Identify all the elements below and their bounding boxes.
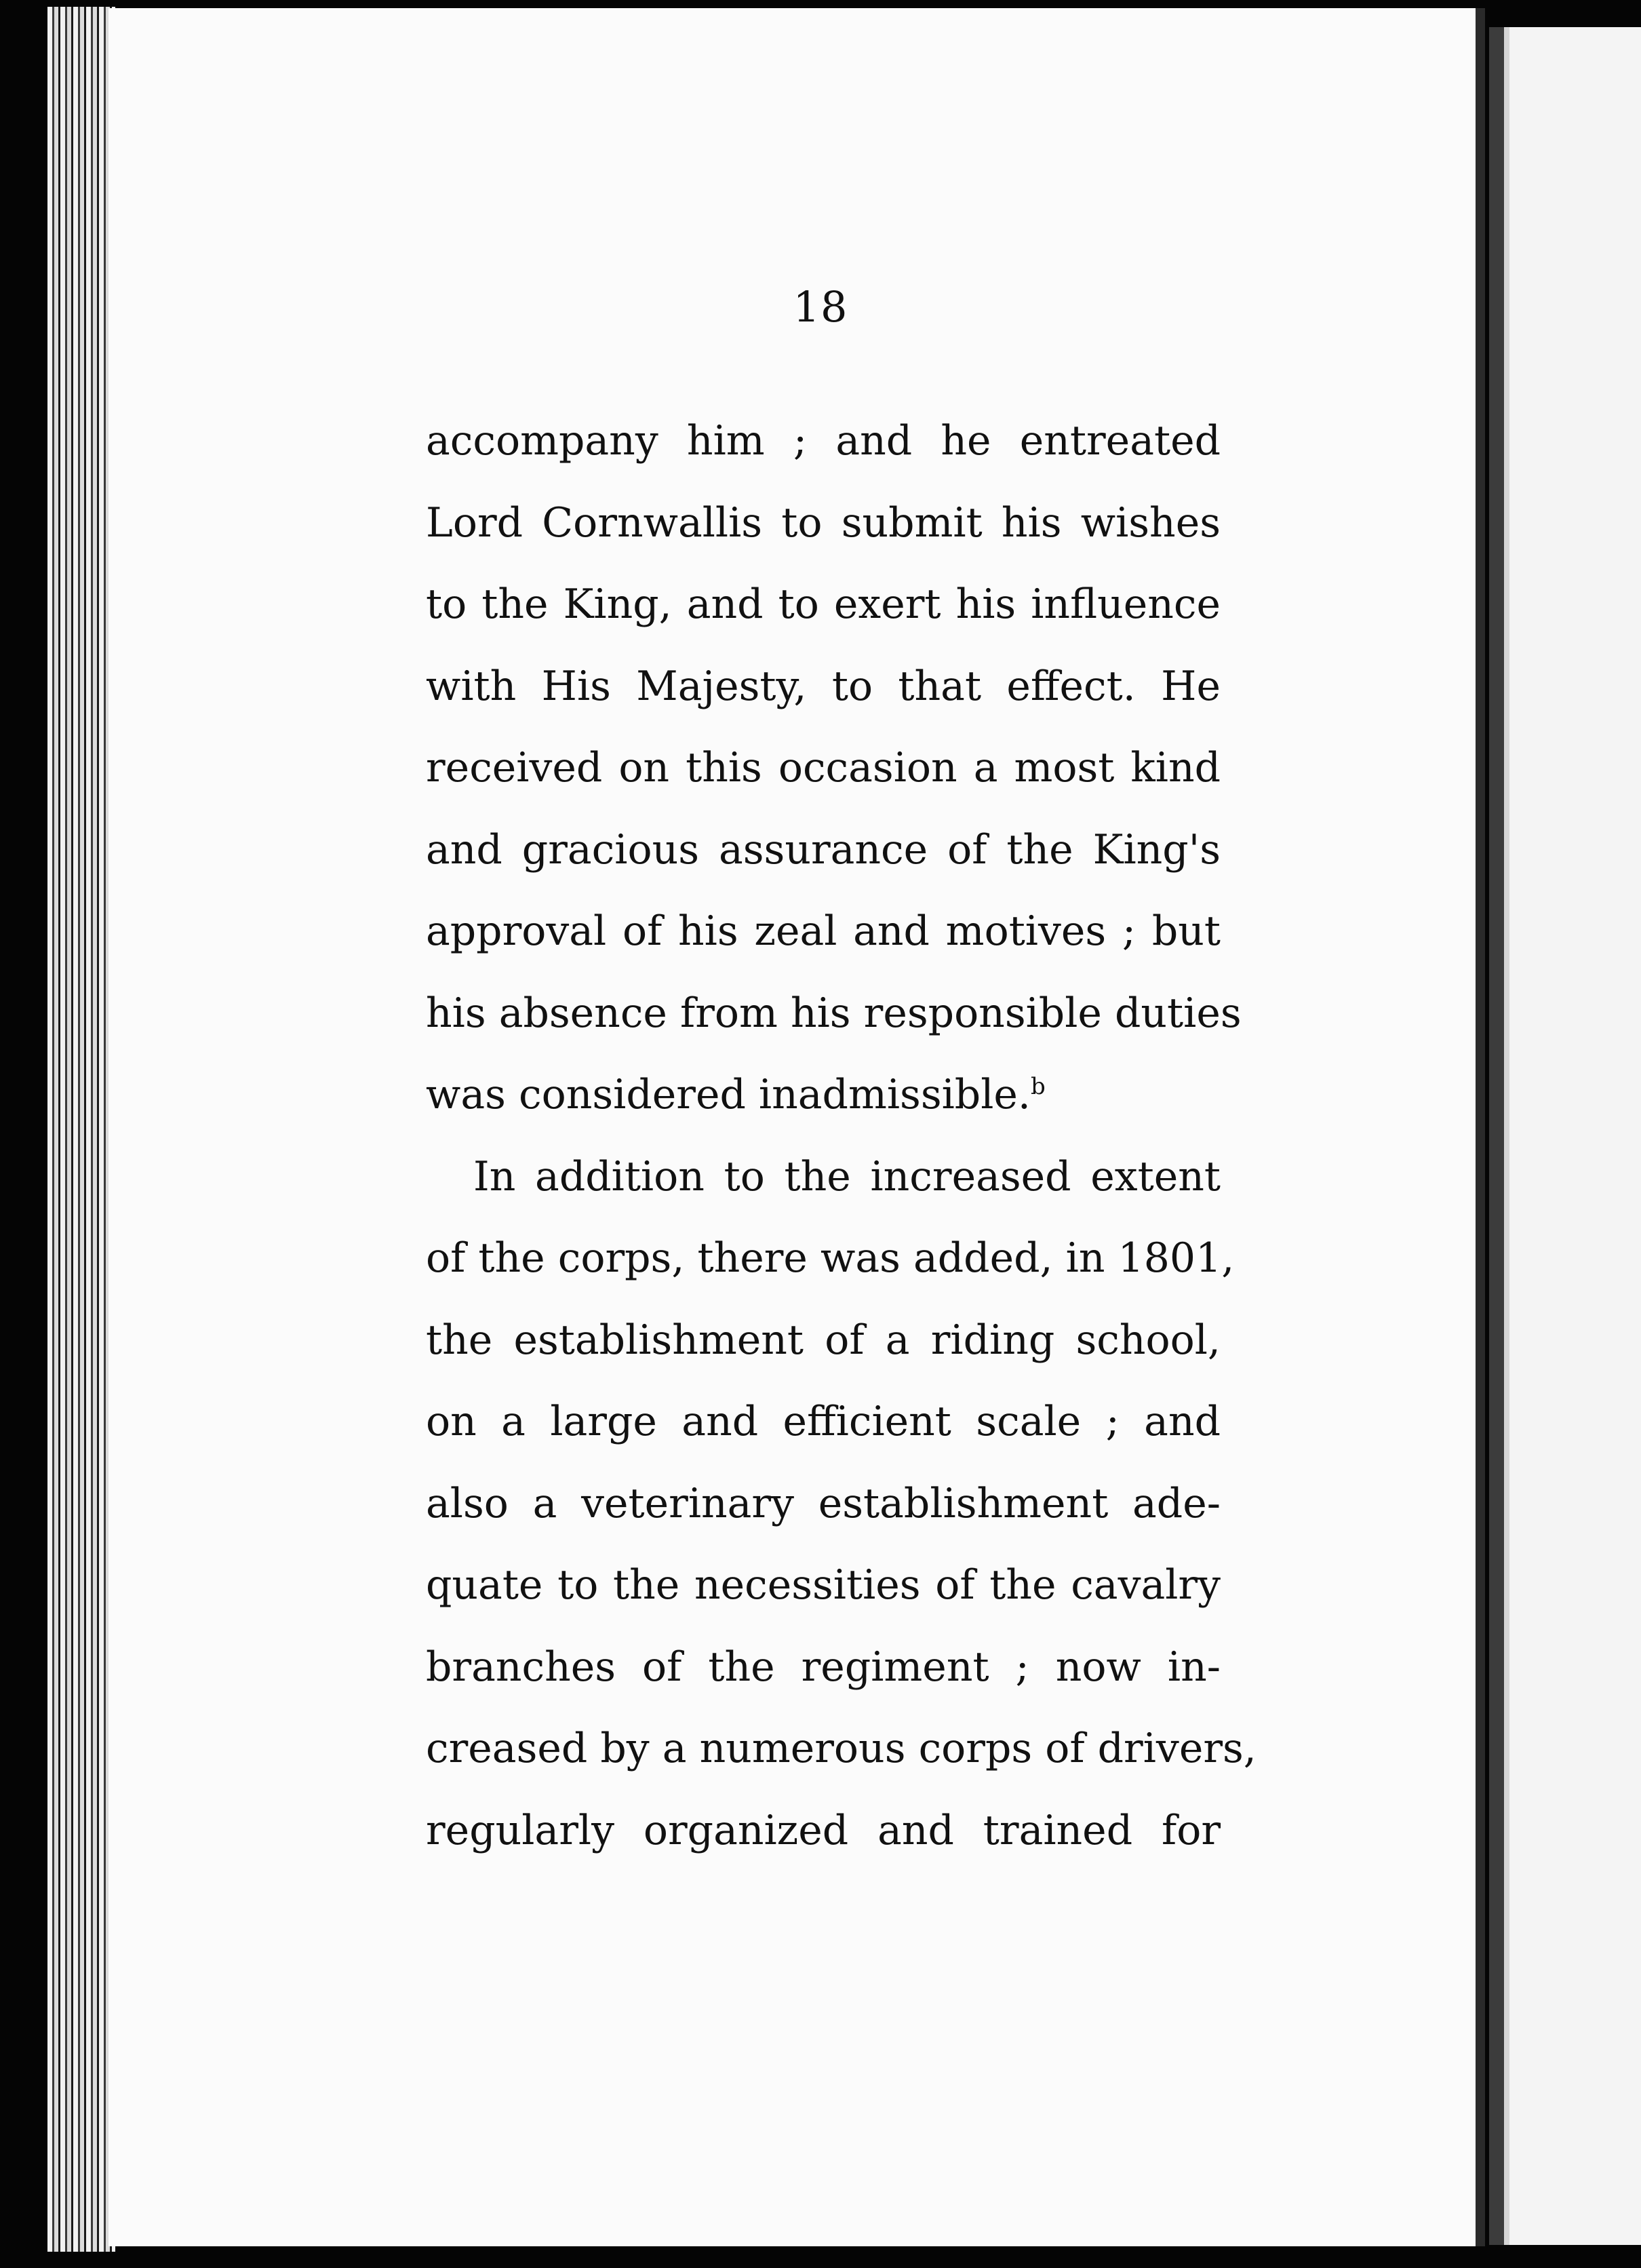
text-line: Lord Cornwallis to submit his wishes [426, 498, 1221, 547]
text-line: regularly organized and trained for [426, 1806, 1221, 1854]
text-line: to the King, and to exert his influence [426, 581, 1221, 628]
body-text [426, 400, 1257, 1871]
facing-page-edge [1489, 27, 1641, 2245]
page-number: 18 [793, 282, 848, 332]
text-line: also a veterinary establishment ade- [426, 1479, 1221, 1527]
text-line: on a large and efficient scale ; and [426, 1398, 1221, 1445]
footnote-marker: b [1030, 1073, 1046, 1100]
text-line: with His Majesty, to that effect. He [426, 662, 1221, 710]
paragraph-end-line [426, 1054, 1221, 1136]
page-edges-left [47, 7, 115, 2252]
text-line: approval of his zeal and motives ; but [426, 907, 1221, 955]
text-line: branches of the regiment ; now in- [426, 1643, 1221, 1691]
text-line: his absence from his responsible duties [426, 989, 1242, 1037]
text-line: of the corps, there was added, in 1801, [426, 1234, 1235, 1282]
text-line: and gracious assurance of the King's [426, 825, 1221, 874]
text-line: creased by a numerous corps of drivers, [426, 1725, 1257, 1772]
text-line: the establishment of a riding school, [426, 1316, 1221, 1364]
text-line: accompany him ; and he entreated [426, 417, 1221, 465]
text-line: received on this occasion a most kind [426, 744, 1221, 791]
text-line: was considered inadmissible. [426, 1071, 1031, 1118]
text-line: In addition to the increased extent [473, 1152, 1221, 1200]
text-line: quate to the necessities of the cavalry [426, 1561, 1221, 1609]
